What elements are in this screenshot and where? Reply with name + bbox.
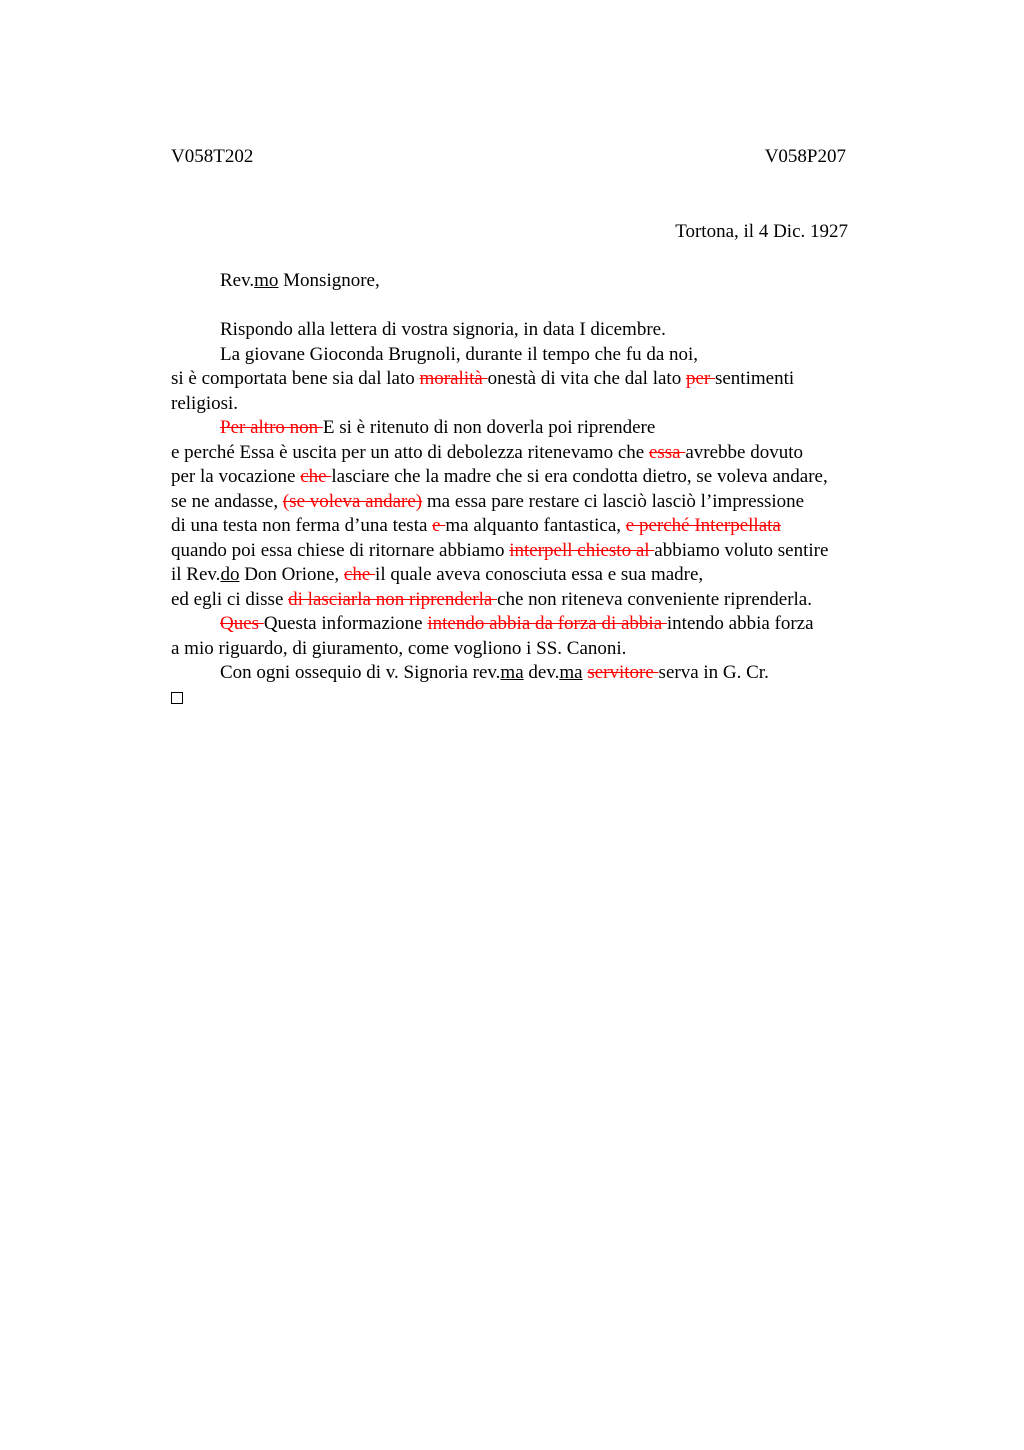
deletion: essa: [648, 441, 686, 463]
letter-line-3: si è comportata bene sia dal lato moralità onestà di vita che dal lato per sentimenti: [171, 368, 795, 389]
deletion: che: [343, 564, 376, 585]
letter-line-2: La giovane Gioconda Brugnoli, durante il tempo che fu da noi,: [220, 343, 699, 365]
deletion: Ques: [220, 613, 264, 634]
dateline: Tortona, il 4 Dic. 1927: [675, 221, 848, 242]
deletion: e perché Interpellata: [625, 515, 781, 536]
page-header: [171, 146, 846, 170]
deletion: moralità: [419, 368, 488, 389]
letter-line-13: Ques Questa informazione intendo abbia da forza di abbia intendo abbia forza: [220, 613, 814, 634]
letter-line-4: religiosi.: [171, 392, 239, 414]
document-code-left: V058T202: [171, 146, 254, 167]
letter-line-14: a mio riguardo, di giuramento, come vogliono i SS. Canoni.: [171, 637, 627, 659]
end-marker: [171, 686, 901, 711]
end-box-icon: [171, 692, 183, 704]
deletion: che: [300, 466, 332, 487]
salutation: Rev.mo Monsignore,: [220, 270, 380, 291]
deletion: interpell chiesto al: [509, 539, 655, 561]
deletion: (se voleva andare): [282, 490, 423, 512]
deletion: per: [685, 368, 715, 389]
letter-line-5: Per altro non E si è ritenuto di non doverla poi riprendere: [220, 417, 656, 438]
deletion: servitore: [587, 662, 659, 683]
deletion: di lasciarla non riprenderla: [288, 588, 498, 610]
letter-line-7: per la vocazione che lasciare che la madre che si era condotta dietro, se voleva andare,: [171, 466, 828, 487]
letter-line-1: Rispondo alla lettera di vostra signoria, in data I dicembre.: [220, 319, 666, 340]
letter-line-9: di una testa non ferma d’una testa e ma alquanto fantastica, e perché Interpellata: [171, 515, 781, 536]
letter-line-8: se ne andasse, (se voleva andare) ma essa pare restare ci lasciò lasciò l’impressione: [171, 490, 805, 512]
letter-line-10: quando poi essa chiese di ritornare abbiamo interpell chiesto al abbiamo voluto sentire: [171, 539, 829, 561]
deletion: e: [432, 515, 446, 536]
document-code-right: V058P207: [764, 146, 846, 167]
deletion: intendo abbia da forza di abbia: [427, 613, 667, 634]
letter-line-11: il Rev.do Don Orione, che il quale aveva conosciuta essa e sua madre,: [171, 564, 704, 585]
letter-line-6: e perché Essa è uscita per un atto di debolezza ritenevamo che essa avrebbe dovuto: [171, 441, 804, 463]
letter-body: [171, 318, 901, 710]
deletion: Per altro non: [220, 417, 323, 438]
letter-line-12: ed egli ci disse di lasciarla non riprenderla che non riteneva conveniente riprenderla.: [171, 588, 812, 610]
letter-line-15: Con ogni ossequio di v. Signoria rev.ma dev.ma servitore serva in G. Cr.: [220, 662, 769, 683]
